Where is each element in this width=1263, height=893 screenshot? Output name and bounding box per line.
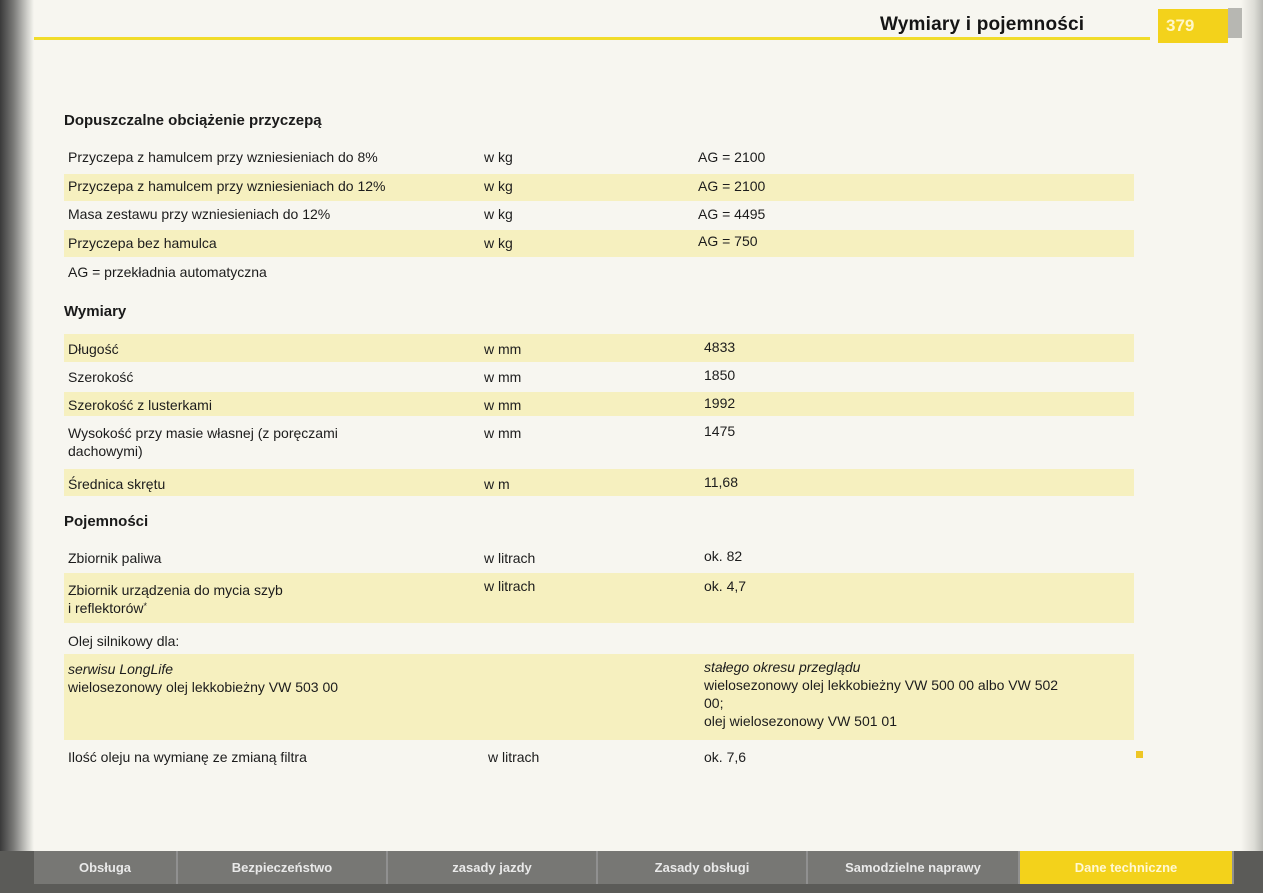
tab-obsluga[interactable]: Obsługa (34, 851, 178, 884)
row-label: Szerokość z lusterkami (68, 397, 212, 413)
row-unit: w litrach (484, 578, 536, 594)
row-unit: w mm (484, 369, 522, 385)
row-value: ok. 4,7 (704, 578, 747, 594)
row-unit: w mm (484, 341, 522, 357)
oil-spec-longlife-text: wielosezonowy olej lekkobieżny VW 503 00 (68, 679, 339, 695)
table-note (64, 263, 1134, 283)
tab-zasady-obslugi[interactable]: Zasady obsługi (598, 851, 808, 884)
section-title-capacities: Pojemności (64, 513, 149, 530)
section-end-marker (1136, 751, 1143, 758)
page-binding-shadow (0, 0, 34, 893)
tab-samodzielne-naprawy[interactable]: Samodzielne naprawy (808, 851, 1020, 884)
footnote-marker: * (143, 601, 147, 611)
page-right-edge (1241, 0, 1263, 893)
row-value: 1850 (704, 367, 736, 383)
row-label-line2: dachowymi) (68, 443, 143, 459)
section-title-trailer: Dopuszczalne obciążenie przyczepą (64, 112, 322, 129)
table-row (64, 205, 1134, 227)
table-row (64, 632, 1134, 654)
row-unit: w litrach (484, 550, 536, 566)
row-label: Przyczepa bez hamulca (68, 235, 217, 251)
row-value: ok. 82 (704, 548, 743, 564)
row-unit: w mm (484, 397, 522, 413)
table-row (64, 469, 1134, 496)
row-label: Masa zestawu przy wzniesieniach do 12% (68, 206, 331, 222)
row-value: ok. 7,6 (704, 749, 747, 765)
row-unit: w litrach (488, 749, 540, 765)
row-value: AG = 2100 (698, 149, 766, 165)
tab-bezpieczenstwo[interactable]: Bezpieczeństwo (178, 851, 388, 884)
oil-spec-fixed (704, 658, 1058, 730)
row-label: Zbiornik paliwa (68, 550, 162, 566)
table-row-oil-spec (64, 654, 1134, 740)
table-row (64, 392, 1134, 416)
row-label-line2: i reflektorów (68, 600, 144, 616)
oil-spec-fixed-line1: wielosezonowy olej lekkobieżny VW 500 00 albo VW 502 (704, 677, 1059, 693)
oil-spec-fixed-title: stałego okresu przeglądu (704, 659, 861, 675)
oil-spec-longlife (68, 660, 338, 696)
header-rule (34, 37, 1150, 40)
oil-spec-longlife-title: serwisu LongLife (68, 661, 174, 677)
table-row (64, 549, 1134, 571)
table-row (64, 334, 1134, 362)
row-label: Przyczepa z hamulcem przy wzniesieniach do 12% (68, 178, 386, 194)
row-label: Szerokość (68, 369, 134, 385)
row-label-line1: Wysokość przy masie własnej (z poręczami (68, 425, 338, 441)
row-label (68, 424, 338, 460)
table-row (64, 748, 1134, 770)
row-unit: w kg (484, 149, 513, 165)
row-value: 1475 (704, 423, 736, 439)
row-label (68, 581, 283, 617)
oil-spec-fixed-line2: 00; (704, 695, 724, 711)
table-row (64, 230, 1134, 257)
row-value: 1992 (704, 395, 736, 411)
row-label: Przyczepa z hamulcem przy wzniesieniach do 8% (68, 149, 378, 165)
row-value: AG = 750 (698, 233, 758, 249)
table-row (64, 424, 1134, 466)
tab-dane-techniczne[interactable]: Dane techniczne (1020, 851, 1234, 884)
header-edge-tab (1228, 8, 1242, 38)
page-title: Wymiary i pojemności (880, 14, 1085, 35)
note-text: AG = przekładnia automatyczna (68, 264, 267, 280)
row-value: 4833 (704, 339, 736, 355)
row-unit: w kg (484, 235, 513, 251)
table-row (64, 148, 1134, 170)
row-value: AG = 4495 (698, 206, 766, 222)
row-unit: w mm (484, 425, 522, 441)
row-label: Średnica skrętu (68, 476, 166, 492)
row-label: Olej silnikowy dla: (68, 633, 180, 649)
oil-spec-fixed-line3: olej wielosezonowy VW 501 01 (704, 713, 897, 729)
row-label-line1: Zbiornik urządzenia do mycia szyb (68, 582, 283, 598)
row-unit: w kg (484, 206, 513, 222)
section-title-dimensions: Wymiary (64, 303, 127, 320)
row-label: Ilość oleju na wymianę ze zmianą filtra (68, 749, 307, 765)
row-value: AG = 2100 (698, 178, 766, 194)
row-label: Długość (68, 341, 119, 357)
tab-zasady-jazdy[interactable]: zasady jazdy (388, 851, 598, 884)
row-unit: w kg (484, 178, 513, 194)
table-row (64, 174, 1134, 201)
row-value: 11,68 (704, 474, 738, 490)
table-row (64, 368, 1134, 390)
table-row (64, 573, 1134, 623)
row-unit: w m (484, 476, 510, 492)
page-number: 379 (1158, 9, 1228, 43)
